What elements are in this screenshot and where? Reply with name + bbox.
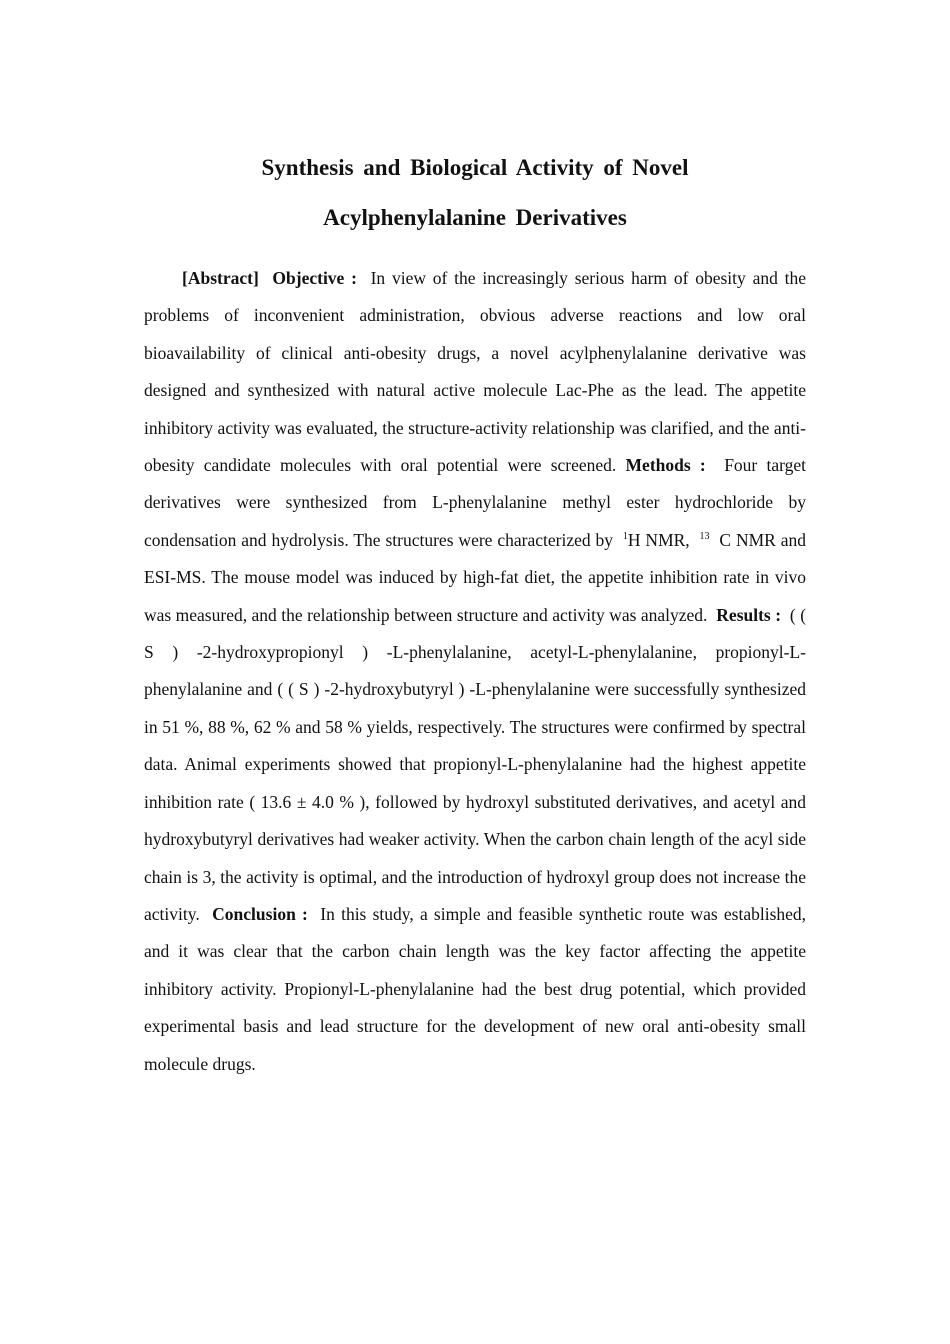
methods-text: Four target derivatives were synthesized from L-phenylalanine methyl ester hydrochloride by condensation and hydrolysis. The structures were characterized by bbox=[144, 455, 807, 550]
abstract-tag: [Abstract] bbox=[182, 268, 259, 288]
methods-nmr-h: H NMR, bbox=[627, 529, 690, 550]
results-text: ( ( S ) -2-hydroxypropionyl ) -L-phenylalanine, acetyl-L-phenylalanine, propionyl-L-phenylalanine and ( ( S ) -2-hydroxybutyryl ) -L-phenylalanine were successfully synthesized in 51 %, 88 %, 62 % and 58 % yields, respectively. The structures were confirmed by spectral data. Animal experiments showed that propionyl-L-phenylalanine had the highest appetite inhibition rate ( 13.6 ± 4.0 % ), followed by hydroxyl substituted derivatives, and acetyl and hydroxybutyryl derivatives had weaker activity. When the carbon chain length of the acyl side chain is 3, the activity is optimal, and the introduction of hydroxyl group does not increase the activity. bbox=[144, 604, 807, 924]
methods-text-continued: C NMR and ESI-MS. The mouse model was induced by high-fat diet, the appetite inhibition rate in vivo was measured, and the relationship between structure and activity was analyzed. bbox=[144, 529, 807, 625]
conclusion-label: Conclusion : bbox=[212, 903, 308, 924]
objective-text: In view of the increasingly serious harm of obesity and the problems of inconvenient administration, obvious adverse reactions and low oral bioavailability of clinical anti-obesity drugs, a novel acylphenylalanine derivative was designed and synthesized with natural active molecule Lac-Phe as the lead. The appetite inhibitory activity was evaluated, the structure-activity relationship was clarified, and the anti-obesity candidate molecules with oral potential were screened. bbox=[144, 268, 807, 476]
results-label: Results : bbox=[716, 604, 782, 625]
abstract-paragraph bbox=[144, 260, 806, 1083]
objective-label: Objective : bbox=[272, 268, 357, 288]
superscript-1: 1 bbox=[622, 530, 628, 542]
title-line-1: Synthesis and Biological Activity of Novel bbox=[261, 155, 689, 180]
conclusion-text: In this study, a simple and feasible synthetic route was established, and it was clear that the carbon chain length was the key factor affecting the appetite inhibitory activity. Propionyl-L-phenylalanine had the best drug potential, which provided experimental basis and lead structure for the development of new oral anti-obesity small molecule drugs. bbox=[144, 903, 807, 1074]
methods-label: Methods : bbox=[625, 455, 706, 476]
title-line-2: Acylphenylalanine Derivatives bbox=[323, 205, 627, 230]
superscript-13: 13 bbox=[699, 530, 710, 542]
paper-title bbox=[144, 143, 806, 243]
